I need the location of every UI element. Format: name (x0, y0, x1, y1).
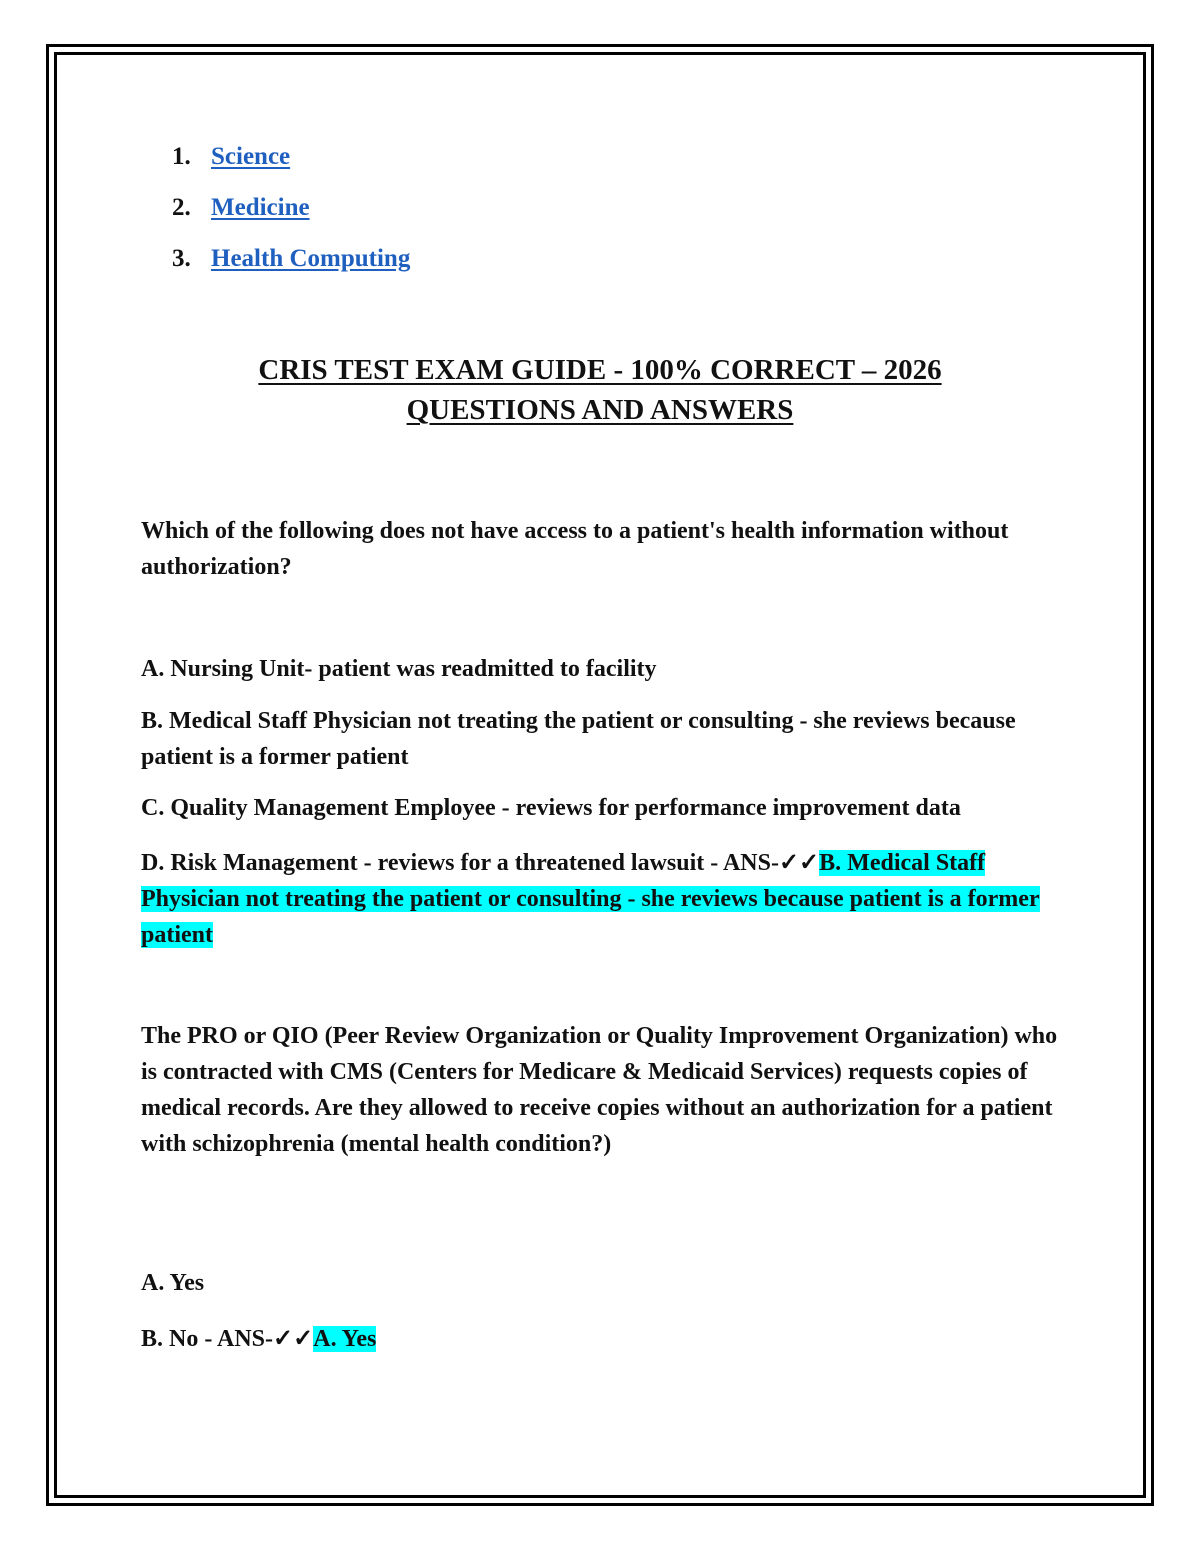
breadcrumb-link-health-computing[interactable]: Health Computing (211, 245, 411, 272)
page-title-line1: CRIS TEST EXAM GUIDE - 100% CORRECT – 2026 (258, 354, 942, 386)
question-1-option-b: B. Medical Staff Physician not treating the patient or consulting - she reviews because patient is a former patient (141, 708, 1016, 770)
page-title-line2: QUESTIONS AND ANSWERS (406, 394, 794, 426)
question-1-option-d-text: D. Risk Management - reviews for a threatened lawsuit - ANS-✓✓ (141, 850, 820, 876)
breadcrumb-item-health-computing (172, 242, 410, 293)
question-2-option-a: A. Yes (141, 1270, 205, 1296)
breadcrumb-link-science[interactable]: Science (211, 143, 291, 170)
question-2-answer-highlight: A. Yes (313, 1326, 377, 1352)
breadcrumb-link-medicine[interactable]: Medicine (211, 194, 310, 221)
question-2-text: The PRO or QIO (Peer Review Organization or Quality Improvement Organization) who is contracted with CMS (Centers for Medicare & Medicaid Services) requests copies of medical records. Are they allowed to receive copies without an authorization for a patient with schizophrenia (mental health condition?) (141, 1023, 1058, 1157)
question-1-option-a: A. Nursing Unit- patient was readmitted to facility (141, 656, 657, 682)
breadcrumb-item-science (172, 140, 410, 191)
page-title (100, 350, 1100, 430)
breadcrumb (172, 140, 410, 293)
question-2-option-b-text: B. No - ANS-✓✓ (141, 1326, 314, 1352)
question-1-option-d (141, 845, 1061, 953)
question-1-answer-highlight: B. Medical Staff Physician not treating the patient or consulting - she reviews because patient is a former patient (141, 850, 1040, 948)
question-2-option-b (141, 1321, 1071, 1357)
breadcrumb-item-medicine (172, 191, 410, 242)
question-1-option-c: C. Quality Management Employee - reviews for performance improvement data (141, 795, 961, 821)
breadcrumb-number: 3. (172, 245, 191, 272)
breadcrumb-number: 2. (172, 194, 191, 221)
question-1-text: Which of the following does not have access to a patient's health information without authorization? (141, 518, 1009, 580)
breadcrumb-number: 1. (172, 143, 191, 170)
